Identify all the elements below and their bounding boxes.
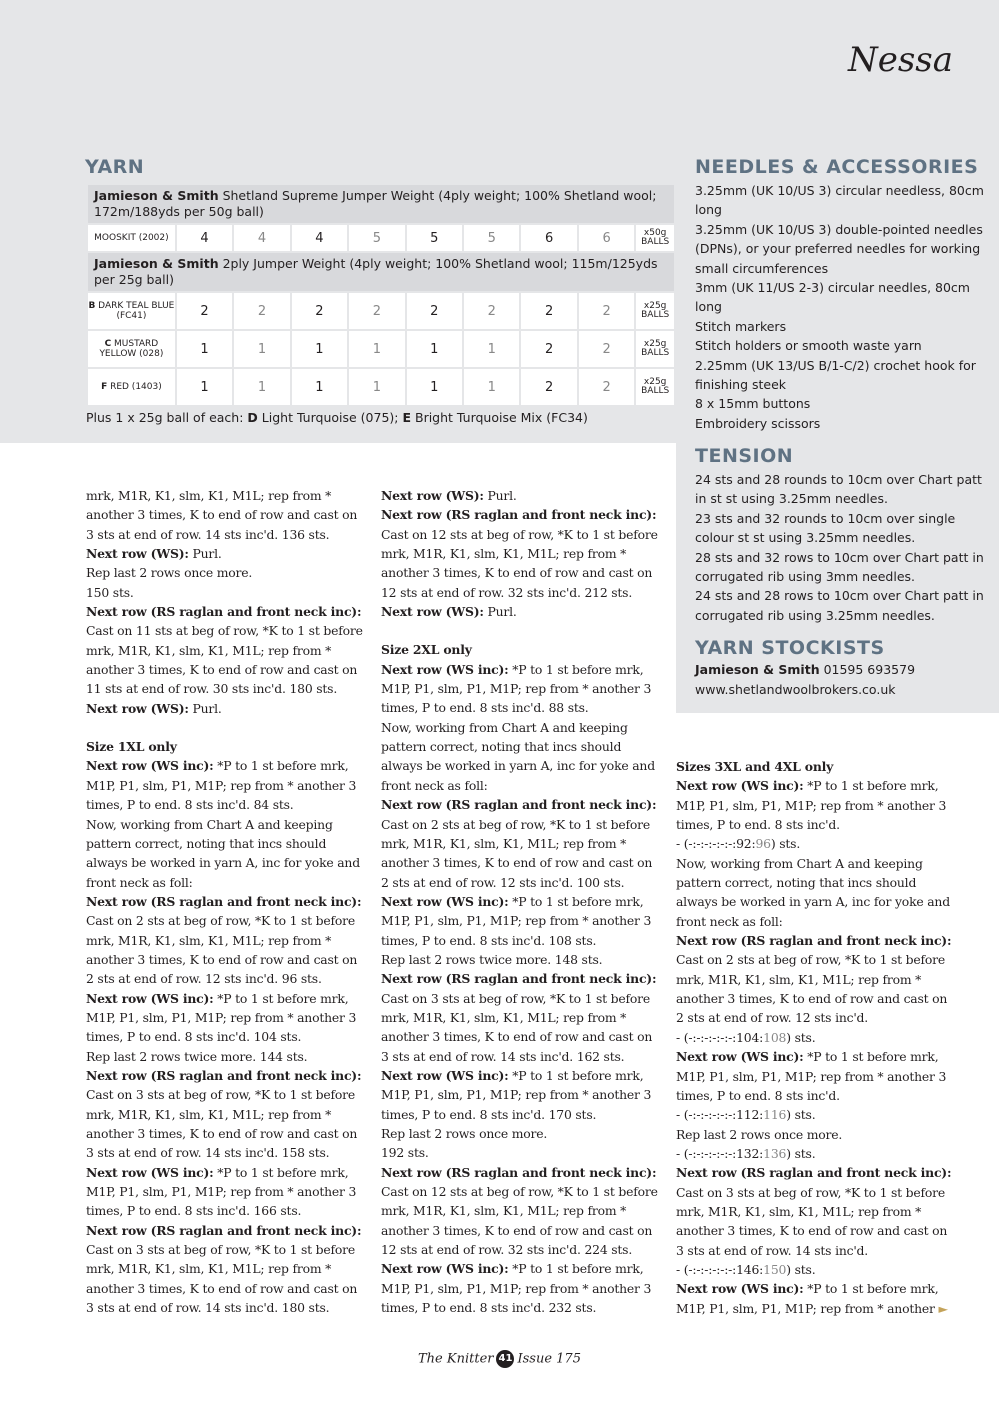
qty-cell: 1 [407,369,462,405]
size-heading: Size 1XL only [86,739,177,755]
needles-section [695,156,985,433]
unit-cell: x25g BALLS [636,369,674,405]
issue-number: Issue 175 [517,1351,581,1367]
size-heading: Sizes 3XL and 4XL only [676,759,834,774]
unit-cell: x50g BALLS [636,225,674,251]
qty-cell: 1 [234,331,289,367]
stockist-url: www.shetlandwoolbrokers.co.uk [695,681,896,697]
pattern-column-2: Next row (WS): Purl. Next row (RS raglan and front neck inc): Cast on 12 sts at beg of row, *K to 1 st before mrk, M1R, K1, slm, K1, M1L; rep from * another 3 times, K to end of row and cast on 12 sts at end of row. 32 sts inc'd. 212 sts. Next row (WS): Purl. Size 2XL only Next row (WS inc): *P to 1 st before mrk, M1P, P1, slm, P1, M1P; rep from * another 3 times, P to end. 8 sts inc'd. 88 sts. Now, working from Chart A and keeping pattern correct, noting that incs should always be worked in yarn A, inc for yoke and front neck as foll: Next row (RS raglan and front neck inc): Cast on 2 sts at beg of row, *K to 1 st before mrk, M1R, K1, slm, K1, M1L; rep from * another 3 times, K to end of row and cast on 2 sts at end of row. 12 sts inc'd. 100 sts. Next row (WS inc): *P to 1 st before mrk, M1P, P1, slm, P1, M1P; rep from * another 3 times, P to end. 8 sts inc'd. 108 sts. Rep last 2 rows twice more. 148 sts. Next row (RS raglan and front neck inc): Cast on 3 sts at beg of row, *K to 1 st before mrk, M1R, K1, slm, K1, M1L; rep from * another 3 times, K to end of row and cast on 3 sts at end of row. 14 sts inc'd. 162 sts. Next row (WS inc): *P to 1 st before mrk, M1P, P1, slm, P1, M1P; rep from * another 3 times, P to end. 8 sts inc'd. 170 sts. Rep last 2 rows once more. 192 sts. Next row (RS raglan and front neck inc): Cast on 12 sts at beg of row, *K to 1 st before mrk, M1R, K1, slm, K1, M1L; rep from * another 3 times, K to end of row and cast on 12 sts at end of row. 32 sts inc'd. 224 sts. Next row (WS inc): *P to 1 st before mrk, M1P, P1, slm, P1, M1P; rep from * another 3 times, P to end. 8 sts inc'd. 232 sts. [381,486,663,1317]
qty-cell: 2 [579,369,634,405]
qty-cell: 1 [234,369,289,405]
brand-row-1 [88,185,674,223]
yarn-table [86,183,676,407]
shade-letter: C [104,339,112,349]
list-item: 3mm (UK 11/US 2-3) circular needles, 80cm long [695,280,970,315]
yarn-row-mooskit [88,225,674,251]
list-item: 24 sts and 28 rounds to 10cm over Chart patt in st st using 3.25mm needles. [695,472,982,507]
qty-cell: 5 [349,225,404,251]
qty-cell: 1 [349,331,404,367]
tension-heading: TENSION [695,445,794,467]
qty-cell: 6 [521,225,576,251]
list-item: Stitch markers [695,318,787,334]
qty-cell: 1 [407,331,462,367]
list-item: Embroidery scissors [695,415,821,431]
size-heading: Size 2XL only [381,642,472,658]
yarn-heading: YARN [85,156,145,178]
list-item: 2.25mm (UK 13/US B/1-C/2) crochet hook for finishing steek [695,357,976,393]
shade-letter: F [101,382,108,392]
qty-cell: 2 [521,331,576,367]
list-item: 3.25mm (UK 10/US 3) circular needless, 80cm long [695,183,984,218]
yarn-row-c [88,331,674,367]
qty-cell: 1 [464,331,519,367]
qty-cell: 1 [292,331,347,367]
continue-arrow-icon: ► [938,1300,948,1316]
qty-cell: 5 [407,225,462,251]
brand-row-2 [88,253,674,291]
shade-name: RED (1403) [107,382,162,392]
brand-desc: Shetland Supreme Jumper Weight (4ply weight; 100% Shetland wool; 172m/188yds per 50g ball) [94,188,657,219]
shade-label: MOOSKIT (2002) [88,225,175,251]
qty-cell: 5 [464,225,519,251]
stockists-heading: YARN STOCKISTS [695,637,885,659]
qty-cell: 2 [292,293,347,329]
page-number: 41 [496,1350,514,1368]
brand-name: Jamieson & Smith [94,256,219,271]
shade-letter: B [88,301,96,311]
list-item: Stitch holders or smooth waste yarn [695,338,922,354]
unit-cell: x25g BALLS [636,293,674,329]
stockist-line: Jamieson & Smith 01595 693579 [695,662,916,678]
qty-cell: 1 [292,369,347,405]
needles-heading: NEEDLES & ACCESSORIES [695,156,979,178]
magazine-name: The Knitter [418,1351,494,1367]
shade-name: MUSTARD YELLOW (028) [99,339,164,359]
qty-cell: 2 [349,293,404,329]
yarn-row-f [88,369,674,405]
yarn-row-b [88,293,674,329]
unit-cell: x25g BALLS [636,331,674,367]
qty-cell: 2 [177,293,232,329]
qty-cell: 1 [177,331,232,367]
page-footer [0,1350,999,1368]
tension-section [695,445,985,625]
qty-cell: 1 [349,369,404,405]
qty-cell: 1 [464,369,519,405]
qty-cell: 2 [464,293,519,329]
list-item: 3.25mm (UK 10/US 3) double-pointed needles (DPNs), or your preferred needles for working small circumferences [695,221,983,276]
brand-name: Jamieson & Smith [94,188,219,203]
pattern-column-3: Sizes 3XL and 4XL only Next row (WS inc): *P to 1 st before mrk, M1P, P1, slm, P1, M1P; rep from * another 3 times, P to end. 8 sts inc'd. - (-:-:-:-:-:-:92:96) sts. Now, working from Chart A and keeping pattern correct, noting that incs should always be worked in yarn A, inc for yoke and front neck as foll: Next row (RS raglan and front neck inc): Cast on 2 sts at beg of row, *K to 1 st before mrk, M1R, K1, slm, K1, M1L; rep from * another 3 times, K to end of row and cast on 2 sts at end of row. 12 sts inc'd. - (-:-:-:-:-:-:104:108) sts. Next row (WS inc): *P to 1 st before mrk, M1P, P1, slm, P1, M1P; rep from * another 3 times, P to end. 8 sts inc'd. - (-:-:-:-:-:-:112:116) sts. Rep last 2 rows once more. - (-:-:-:-:-:-:132:136) sts. Next row (RS raglan and front neck inc): Cast on 3 sts at beg of row, *K to 1 st before mrk, M1R, K1, slm, K1, M1L; rep from * another 3 times, K to end of row and cast on 3 sts at end of row. 14 sts inc'd. - (-:-:-:-:-:-:146:150) sts. Next row (WS inc): *P to 1 st before mrk, M1P, P1, slm, P1, M1P; rep from * another ► [676,757,958,1318]
shade-label [88,293,175,329]
qty-cell: 2 [521,369,576,405]
list-item: 28 sts and 32 rows to 10cm over Chart patt in corrugated rib using 3mm needles. [695,549,984,585]
qty-cell: 4 [292,225,347,251]
qty-cell: 2 [579,293,634,329]
qty-cell: 2 [521,293,576,329]
list-item: 23 sts and 32 rounds to 10cm over single colour st st using 3.25mm needles. [695,510,956,546]
list-item: 24 sts and 28 rows to 10cm over Chart patt in corrugated rib using 3.25mm needles. [695,588,984,623]
qty-cell: 1 [177,369,232,405]
shade-name: DARK TEAL BLUE (FC41) [95,301,175,321]
qty-cell: 4 [177,225,232,251]
shade-label [88,331,175,367]
qty-cell: 2 [407,293,462,329]
list-item: 8 x 15mm buttons [695,396,811,412]
shade-label [88,369,175,405]
extra-yarn-note: Plus 1 x 25g ball of each: D Light Turquoise (075); E Bright Turquoise Mix (FC34) [86,410,588,425]
stockists-section [695,639,985,699]
qty-cell: 6 [579,225,634,251]
qty-cell: 4 [234,225,289,251]
qty-cell: 2 [234,293,289,329]
brand-desc: 2ply Jumper Weight (4ply weight; 100% Shetland wool; 115m/125yds per 25g ball) [94,256,658,287]
page-title: Nessa [847,40,953,80]
pattern-column-1: mrk, M1R, K1, slm, K1, M1L; rep from * another 3 times, K to end of row and cast on 3 sts at end of row. 14 sts inc'd. 136 sts. Next row (WS): Purl. Rep last 2 rows once more. 150 sts. Next row (RS raglan and front neck inc): Cast on 11 sts at beg of row, *K to 1 st before mrk, M1R, K1, slm, K1, M1L; rep from * another 3 times, K to end of row and cast on 11 sts at end of row. 30 sts inc'd. 180 sts. Next row (WS): Purl. Size 1XL only Next row (WS inc): *P to 1 st before mrk, M1P, P1, slm, P1, M1P; rep from * another 3 times, P to end. 8 sts inc'd. 84 sts. Now, working from Chart A and keeping pattern correct, noting that incs should always be worked in yarn A, inc for yoke and front neck as foll: Next row (RS raglan and front neck inc): Cast on 2 sts at beg of row, *K to 1 st before mrk, M1R, K1, slm, K1, M1L; rep from * another 3 times, K to end of row and cast on 2 sts at end of row. 12 sts inc'd. 96 sts. Next row (WS inc): *P to 1 st before mrk, M1P, P1, slm, P1, M1P; rep from * another 3 times, P to end. 8 sts inc'd. 104 sts. Rep last 2 rows twice more. 144 sts. Next row (RS raglan and front neck inc): Cast on 3 sts at beg of row, *K to 1 st before mrk, M1R, K1, slm, K1, M1L; rep from * another 3 times, K to end of row and cast on 3 sts at end of row. 14 sts inc'd. 158 sts. Next row (WS inc): *P to 1 st before mrk, M1P, P1, slm, P1, M1P; rep from * another 3 times, P to end. 8 sts inc'd. 166 sts. Next row (RS raglan and front neck inc): Cast on 3 sts at beg of row, *K to 1 st before mrk, M1R, K1, slm, K1, M1L; rep from * another 3 times, K to end of row and cast on 3 sts at end of row. 14 sts inc'd. 180 sts. [86,486,368,1317]
qty-cell: 2 [579,331,634,367]
